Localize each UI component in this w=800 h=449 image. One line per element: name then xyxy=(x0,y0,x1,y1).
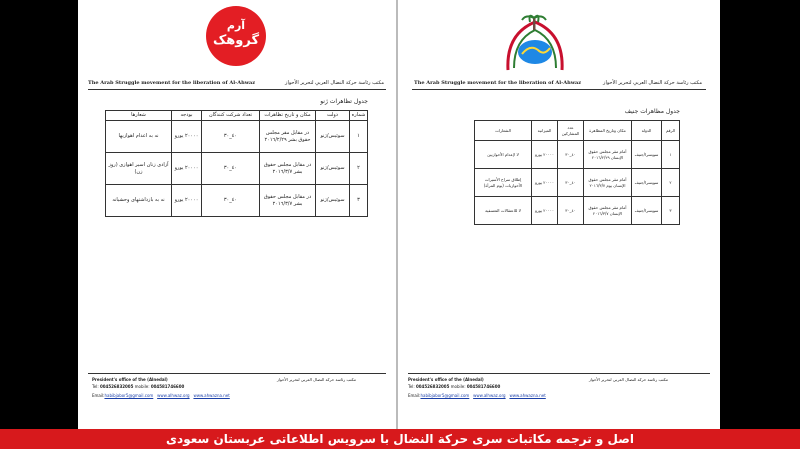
cell: ٢٠٠٠٠ يورو xyxy=(532,141,558,169)
cell: سوئیس/ژنو xyxy=(316,185,350,217)
cell: ٢٠٠٠٠ یورو xyxy=(172,121,202,153)
cell: ٢٠٠٠٠ يورو xyxy=(532,197,558,225)
email-link[interactable]: habibjabor5@gmail.com xyxy=(104,393,154,398)
cell: إطلاق سراح الأسيرات الأحوازيات (يوم المرأة) xyxy=(475,169,532,197)
cell: ٢٠٠٠٠ یورو xyxy=(172,153,202,185)
cell: ٣ xyxy=(350,185,368,217)
table-row xyxy=(475,169,680,197)
col-header: مكان وتاريخ المظاهرة xyxy=(584,121,632,141)
logo-line2: گروهک xyxy=(212,33,260,48)
cell: لا للاعتقالات التعسفية xyxy=(475,197,532,225)
group-logo-badge xyxy=(206,6,266,66)
table-title: جدول مظاهرات جنيف xyxy=(624,108,680,115)
cell: أمام مقر مجلس حقوق الإنسان ٢٠١٦/٢/٢٩ xyxy=(584,141,632,169)
cell: ٣ xyxy=(662,197,680,225)
cell: أمام مقر مجلس حقوق الإنسان يوم ٢٠١٦/٣/٧ xyxy=(584,169,632,197)
logo-line1: آرم xyxy=(226,19,246,32)
table-header-row xyxy=(475,121,680,141)
movement-emblem-icon xyxy=(502,14,568,74)
cell: ٤٠_٣٠ xyxy=(202,153,260,185)
header-rule xyxy=(88,89,386,90)
website-link[interactable]: www.alhwaz.org xyxy=(473,393,506,398)
cell: ٢٠٠٠٠ یورو xyxy=(172,185,202,217)
footer-phones: Tel: 004526832005 mobile: 004581746600 xyxy=(92,384,185,389)
cell: سوئیس/ژنو xyxy=(316,121,350,153)
col-header: الرقم xyxy=(662,121,680,141)
table-title: جدول تظاهرات ژنو xyxy=(320,98,368,105)
col-header: عدد المشاركين xyxy=(558,121,584,141)
website-link[interactable]: www.alhwaz.org xyxy=(157,393,190,398)
col-header: تعداد شرکت کنندگان xyxy=(202,111,260,121)
cell: ٢٠٠٠٠ يورو xyxy=(532,169,558,197)
website-link[interactable]: www.ahwazna.net xyxy=(193,393,230,398)
header-arabic: مكتب رئاسة حركة النضال العربي لتحرير الأحواز xyxy=(285,80,384,86)
footer-office-arabic: مكتب رئاسة حركة النضال العربي لتحرير الأحواز xyxy=(276,377,356,382)
table-row xyxy=(106,121,368,153)
cell: ٤٠_٣٠ xyxy=(558,197,584,225)
col-header: بودجه xyxy=(172,111,202,121)
table-header-row xyxy=(106,111,368,121)
footer-office: President's office of the (Alnedal) xyxy=(92,377,168,382)
header-english: The Arab Struggle movement for the liberation of Al-Ahwaz xyxy=(88,80,256,86)
cell: ٤٠_٣٠ xyxy=(558,141,584,169)
footer-office: President's office of the (Alnedal) xyxy=(408,377,484,382)
header-arabic: مكتب رئاسة حركة النضال العربي لتحرير الأحواز xyxy=(603,80,702,86)
table-row xyxy=(475,141,680,169)
cell: سويسرا/جنيف xyxy=(632,141,662,169)
col-header: شماره xyxy=(350,111,368,121)
right-document-page xyxy=(398,0,720,429)
cell: سوئیس/ژنو xyxy=(316,153,350,185)
col-header: مکان و تاریخ تظاهرات xyxy=(260,111,316,121)
footer-rule xyxy=(88,373,386,374)
cell: نه به بازداشتهای وحشیانه xyxy=(106,185,172,217)
col-header: الميزانية xyxy=(532,121,558,141)
footer-phones: Tel: 004526832005 mobile: 004581746600 xyxy=(408,384,501,389)
table-row xyxy=(106,153,368,185)
caption-text: اصل و ترجمه مکاتبات سری حرکة النضال با سرویس اطلاعاتی عربستان سعودی xyxy=(166,432,634,446)
footer-office-arabic: مكتب رئاسة حركة النضال العربي لتحرير الأحواز xyxy=(588,377,668,382)
cell: ٢ xyxy=(350,153,368,185)
col-header: شعارها xyxy=(106,111,172,121)
cell: نه به اعدام اهوازیها xyxy=(106,121,172,153)
website-link[interactable]: www.ahwazna.net xyxy=(509,393,546,398)
demonstrations-table xyxy=(474,120,680,225)
cell: در مقابل مقر مجلس حقوق بشر ٢٠١٦/٢/٢٩ xyxy=(260,121,316,153)
table-row xyxy=(106,185,368,217)
col-header: الدولة xyxy=(632,121,662,141)
cell: ٤٠_٣٠ xyxy=(202,121,260,153)
footer-rule xyxy=(408,373,710,374)
cell: أمام مقر مجلس حقوق الإنسان ٢٠١٦/٣/٧ xyxy=(584,197,632,225)
cell: ٤٠_٣٠ xyxy=(202,185,260,217)
cell: سويسرا/جنيف xyxy=(632,197,662,225)
demonstrations-table xyxy=(105,110,368,217)
cell: سويسرا/جنيف xyxy=(632,169,662,197)
table-row xyxy=(475,197,680,225)
header-rule xyxy=(412,89,706,90)
cell: ٤٠_٣٠ xyxy=(558,169,584,197)
cell: در مقابل مجلس حقوق بشر ٢٠١٦/٣/٧ xyxy=(260,185,316,217)
cell: لا لإعدام الأحوازيين xyxy=(475,141,532,169)
cell: ١ xyxy=(350,121,368,153)
cell: ٢ xyxy=(662,169,680,197)
col-header: دولت xyxy=(316,111,350,121)
email-link[interactable]: habibjabor5@gmail.com xyxy=(420,393,470,398)
cell: در مقابل مجلس حقوق بشر ٢٠١٦/٣/٧ xyxy=(260,153,316,185)
caption-banner xyxy=(0,429,800,449)
header-english: The Arab Struggle movement for the liberation of Al-Ahwaz xyxy=(414,80,582,86)
left-document-page xyxy=(78,0,396,429)
col-header: الشعارات xyxy=(475,121,532,141)
footer-contacts: Email:habibjabor5@gmail.com www.alhwaz.org www.ahwazna.net xyxy=(92,393,230,398)
cell: آزادی زنان اسیر اهوازی (روز زن) xyxy=(106,153,172,185)
footer-contacts: Email:habibjabor5@gmail.com www.alhwaz.org www.ahwazna.net xyxy=(408,393,546,398)
cell: ١ xyxy=(662,141,680,169)
